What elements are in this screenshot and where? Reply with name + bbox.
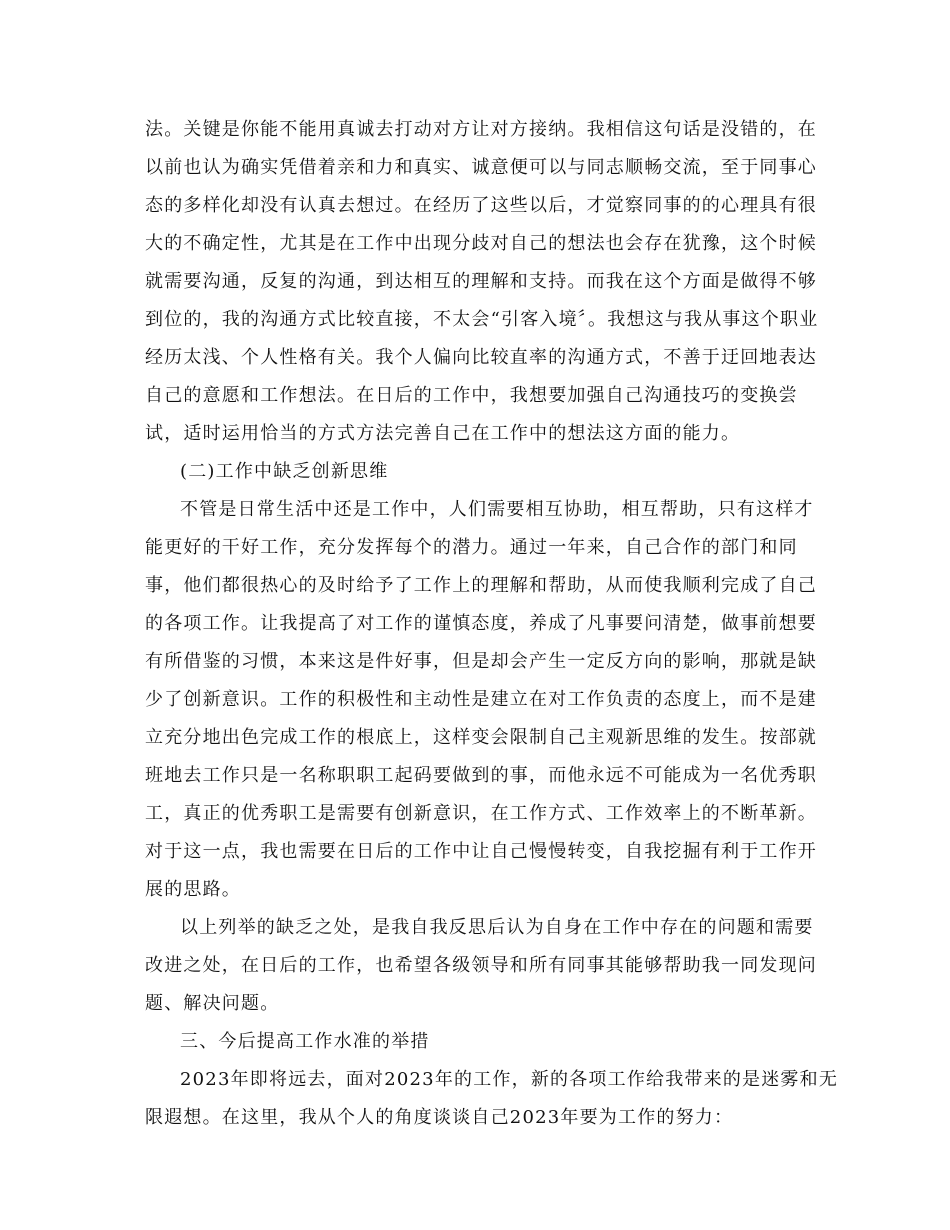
paragraph-line: 以上列举的缺乏之处，是我自我反思后认为自身在工作中存在的问题和需要 <box>180 917 814 938</box>
paragraph-line: 大的不确定性，尤其是在工作中出现分歧对自己的想法也会存在犹豫，这个时候 <box>145 233 817 254</box>
section-heading: 三、今后提高工作水准的举措 <box>180 1031 430 1052</box>
paragraph-line: 经历太浅、个人性格有关。我个人偏向比较直率的沟通方式，不善于迂回地表达 <box>145 347 817 368</box>
paragraph-line: 对于这一点，我也需要在日后的工作中让自己慢慢转变，自我挖掘有利于工作开 <box>145 841 817 862</box>
paragraph-line: 的各项工作。让我提高了对工作的谨慎态度，养成了凡事要问清楚，做事前想要 <box>145 613 817 634</box>
paragraph-line: 自己的意愿和工作想法。在日后的工作中，我想要加强自己沟通技巧的变换尝 <box>145 385 798 406</box>
paragraph-line: 以前也认为确实凭借着亲和力和真实、诚意便可以与同志顺畅交流，至于同事心 <box>145 157 817 178</box>
paragraph-line: 改进之处，在日后的工作，也希望各级领导和所有同事其能够帮助我一同发现问 <box>145 955 817 976</box>
paragraph-line: 法。关键是你能不能用真诚去打动对方让对方接纳。我相信这句话是没错的，在 <box>145 119 817 140</box>
paragraph-line: 限遐想。在这里，我从个人的角度谈谈自己2023年要为工作的努力： <box>145 1107 734 1128</box>
paragraph-line: 到位的，我的沟通方式比较直接，不太会“引客入境〞。我想这与我从事这个职业 <box>145 309 819 330</box>
paragraph-line: 少了创新意识。工作的积极性和主动性是建立在对工作负责的态度上，而不是建 <box>145 689 817 710</box>
paragraph-line: 能更好的干好工作，充分发挥每个的潜力。通过一年来，自己合作的部门和同 <box>145 537 798 558</box>
paragraph-line: 就需要沟通，反复的沟通，到达相互的理解和支持。而我在这个方面是做得不够 <box>145 271 817 292</box>
paragraph-line: 态的多样化却没有认真去想过。在经历了这些以后，才觉察同事的的心理具有很 <box>145 195 817 216</box>
paragraph-line: 不管是日常生活中还是工作中，人们需要相互协助，相互帮助，只有这样才 <box>180 499 814 520</box>
paragraph-line: 试，适时运用恰当的方式方法完善自己在工作中的想法这方面的能力。 <box>145 423 741 444</box>
paragraph-line: 事，他们都很热心的及时给予了工作上的理解和帮助，从而使我顺利完成了自己 <box>145 575 817 596</box>
paragraph-line: 题、解决问题。 <box>145 993 280 1014</box>
paragraph-line: 工，真正的优秀职工是需要有创新意识，在工作方式、工作效率上的不断革新。 <box>145 803 817 824</box>
paragraph-line: 有所借鉴的习惯，本来这是件好事，但是却会产生一定反方向的影响，那就是缺 <box>145 651 817 672</box>
paragraph-line: 班地去工作只是一名称职职工起码要做到的事，而他永远不可能成为一名优秀职 <box>145 765 817 786</box>
paragraph-line: 展的思路。 <box>145 879 241 900</box>
paragraph-line: 2023年即将远去，面对2023年的工作，新的各项工作给我带来的是迷雾和无 <box>180 1069 839 1090</box>
paragraph-line: 立充分地出色完成工作的根底上，这样变会限制自己主观新思维的发生。按部就 <box>145 727 817 748</box>
section-heading: (二)工作中缺乏创新思维 <box>180 461 389 482</box>
